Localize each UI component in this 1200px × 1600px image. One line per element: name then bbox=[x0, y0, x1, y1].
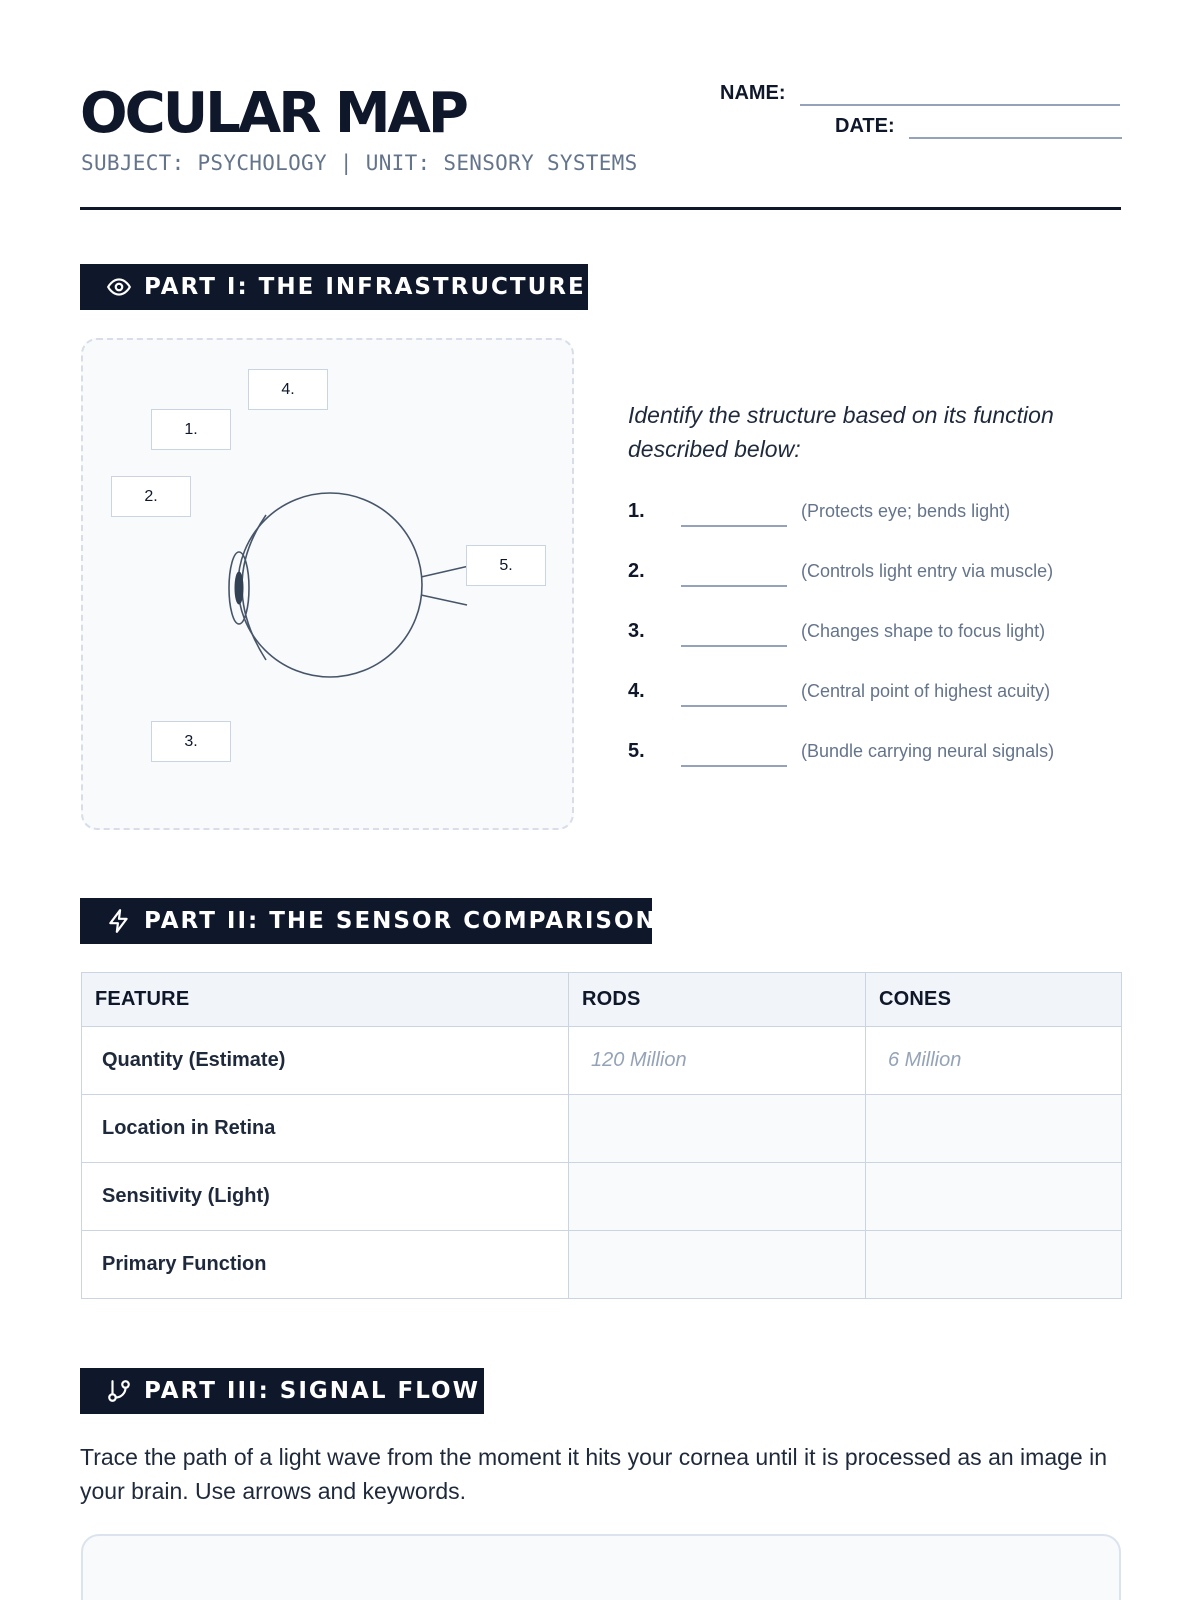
item-hint: (Changes shape to focus light) bbox=[801, 621, 1046, 641]
date-blank[interactable] bbox=[909, 137, 1122, 139]
table-row bbox=[82, 1163, 1122, 1231]
item-hint: (Protects eye; bends light) bbox=[801, 501, 1011, 521]
header-divider bbox=[80, 207, 1121, 210]
diagram-label-4: 4. bbox=[248, 369, 328, 410]
column-header-rods: RODS bbox=[569, 973, 866, 1027]
answer-blank[interactable] bbox=[681, 497, 787, 527]
name-blank[interactable] bbox=[800, 104, 1120, 106]
rods-cell[interactable] bbox=[569, 1231, 866, 1299]
item-hint: (Controls light entry via muscle) bbox=[801, 561, 1054, 581]
item-hint: (Central point of highest acuity) bbox=[801, 681, 1051, 701]
identify-item bbox=[628, 617, 1045, 657]
answer-blank[interactable] bbox=[681, 557, 787, 587]
cones-cell[interactable] bbox=[866, 1231, 1122, 1299]
answer-blank[interactable] bbox=[681, 617, 787, 647]
part2-heading bbox=[80, 898, 657, 944]
table-header-row bbox=[82, 973, 1122, 1027]
part1-heading-text: PART I: THE INFRASTRUCTURE bbox=[144, 274, 586, 300]
cones-cell[interactable] bbox=[866, 1095, 1122, 1163]
column-header-feature: FEATURE bbox=[82, 973, 569, 1027]
sensor-comparison-table bbox=[81, 972, 1122, 1299]
answer-blank[interactable] bbox=[681, 737, 787, 767]
rods-cell[interactable]: 120 Million bbox=[569, 1027, 866, 1095]
column-header-cones: CONES bbox=[866, 973, 1122, 1027]
feature-cell: Sensitivity (Light) bbox=[82, 1163, 569, 1231]
table-row bbox=[82, 1027, 1122, 1095]
item-number: 2. bbox=[628, 560, 645, 582]
answer-blank[interactable] bbox=[681, 677, 787, 707]
signal-flow-answer-box[interactable] bbox=[81, 1534, 1121, 1600]
feature-cell: Primary Function bbox=[82, 1231, 569, 1299]
item-hint: (Bundle carrying neural signals) bbox=[801, 741, 1055, 761]
part2-heading-text: PART II: THE SENSOR COMPARISON bbox=[144, 908, 657, 934]
date-label: DATE: bbox=[835, 115, 895, 137]
diagram-label-5: 5. bbox=[466, 545, 546, 586]
item-number: 4. bbox=[628, 680, 645, 702]
feature-cell: Quantity (Estimate) bbox=[82, 1027, 569, 1095]
diagram-label-1: 1. bbox=[151, 409, 231, 450]
rods-cell[interactable] bbox=[569, 1163, 866, 1231]
part1-heading bbox=[80, 264, 588, 310]
item-number: 5. bbox=[628, 740, 645, 762]
identify-prompt: Identify the structure based on its function described below: bbox=[628, 402, 1054, 462]
part3-heading bbox=[80, 1368, 484, 1414]
date-field bbox=[835, 115, 1122, 137]
identify-item bbox=[628, 497, 1010, 537]
table-row bbox=[82, 1231, 1122, 1299]
eye-icon bbox=[106, 273, 132, 301]
cones-cell[interactable] bbox=[866, 1163, 1122, 1231]
part3-heading-text: PART III: SIGNAL FLOW bbox=[144, 1378, 480, 1404]
git-branch-icon bbox=[106, 1377, 132, 1405]
item-number: 1. bbox=[628, 500, 645, 522]
page-subtitle: SUBJECT: PSYCHOLOGY | UNIT: SENSORY SYSTEMS bbox=[81, 151, 638, 175]
lightning-icon bbox=[106, 907, 132, 935]
signal-flow-instructions: Trace the path of a light wave from the moment it hits your cornea until it is processed as an image in your brain. Use arrows and keywords. bbox=[80, 1444, 1107, 1504]
identify-item bbox=[628, 557, 1053, 597]
item-number: 3. bbox=[628, 620, 645, 642]
table-row bbox=[82, 1095, 1122, 1163]
name-field bbox=[720, 82, 1120, 104]
identify-item bbox=[628, 677, 1050, 717]
eye-diagram bbox=[81, 338, 574, 830]
diagram-label-3: 3. bbox=[151, 721, 231, 762]
rods-cell[interactable] bbox=[569, 1095, 866, 1163]
identify-item bbox=[628, 737, 1054, 777]
diagram-label-2: 2. bbox=[111, 476, 191, 517]
page-title: OCULAR MAP bbox=[80, 81, 466, 146]
feature-cell: Location in Retina bbox=[82, 1095, 569, 1163]
cones-cell[interactable]: 6 Million bbox=[866, 1027, 1122, 1095]
name-label: NAME: bbox=[720, 82, 786, 104]
